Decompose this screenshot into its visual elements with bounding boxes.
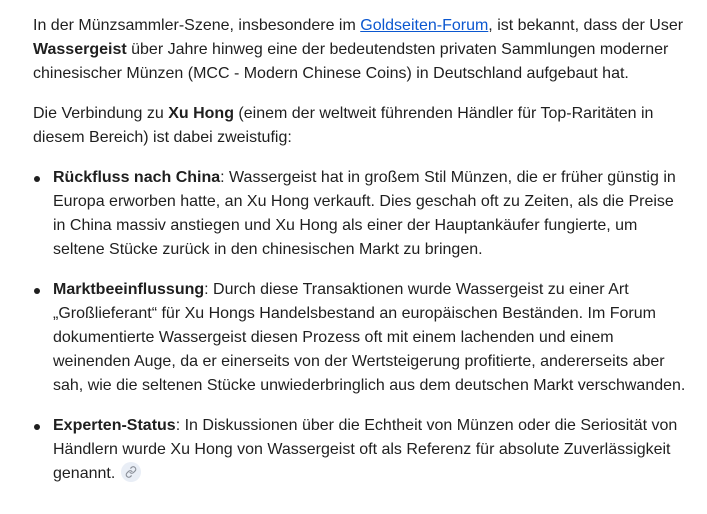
paragraph-intro-middle: , ist bekannt, dass der User	[488, 17, 684, 34]
paragraph-intro	[33, 14, 687, 86]
source-link-chip[interactable]	[121, 462, 141, 482]
link-icon	[125, 466, 137, 478]
list-item	[33, 414, 687, 486]
list-item	[33, 278, 687, 398]
goldseiten-forum-link[interactable]: Goldseiten-Forum	[360, 17, 489, 34]
list-item-text: : In Diskussionen über die Echtheit von Münzen oder die Seriosität von Händlern wurde Xu Hong von Wassergeist oft als Referenz für absolute Zuverlässigkeit genannt.	[53, 417, 678, 482]
list-item-text: : Durch diese Transaktionen wurde Wassergeist zu einer Art „Großlieferant“ für Xu Hongs Handelsbestand an europäischen Beständen. Im Forum dokumentierte Wassergeist diesen Prozess oft mit einem lachenden und einem weinenden Auge, da er einerseits von der Wertsteigerung profitierte, andererseits aber sah, wie die seltenen Stücke unwiederbringlich aus dem deutschen Markt verschwanden.	[53, 281, 686, 394]
dealer-name-bold: Xu Hong	[168, 105, 234, 122]
list-item	[33, 166, 687, 262]
bullet-dot	[34, 288, 40, 294]
bullet-dot	[34, 424, 40, 430]
list-item-title: Marktbeeinflussung	[53, 281, 205, 298]
paragraph-connection-end: (einem der weltweit führenden Händler für Top-Raritäten in diesem Bereich) ist dabei zweistufig:	[33, 105, 654, 146]
bullet-dot	[34, 176, 40, 182]
paragraph-intro-end: über Jahre hinweg eine der bedeutendsten privaten Sammlungen moderner chinesischer Münzen (MCC - Modern Chinese Coins) in Deutschland aufgebaut hat.	[33, 41, 669, 82]
user-name-bold: Wassergeist	[33, 41, 127, 58]
list-item-title: Experten-Status	[53, 417, 176, 434]
bullet-list	[33, 166, 687, 486]
paragraph-connection	[33, 102, 687, 150]
list-item-text: : Wassergeist hat in großem Stil Münzen, die er früher günstig in Europa erworben hatte, an Xu Hong verkauft. Dies geschah oft zu Zeiten, als die Preise in China massiv anstiegen und Xu Hong als einer der Hauptankäufer fungierte, um seltene Stücke zurück in den chinesischen Markt zu bringen.	[53, 169, 676, 258]
list-item-title: Rückfluss nach China	[53, 169, 221, 186]
paragraph-intro-start: In der Münzsammler-Szene, insbesondere im	[33, 17, 361, 34]
paragraph-connection-start: Die Verbindung zu	[33, 105, 169, 122]
